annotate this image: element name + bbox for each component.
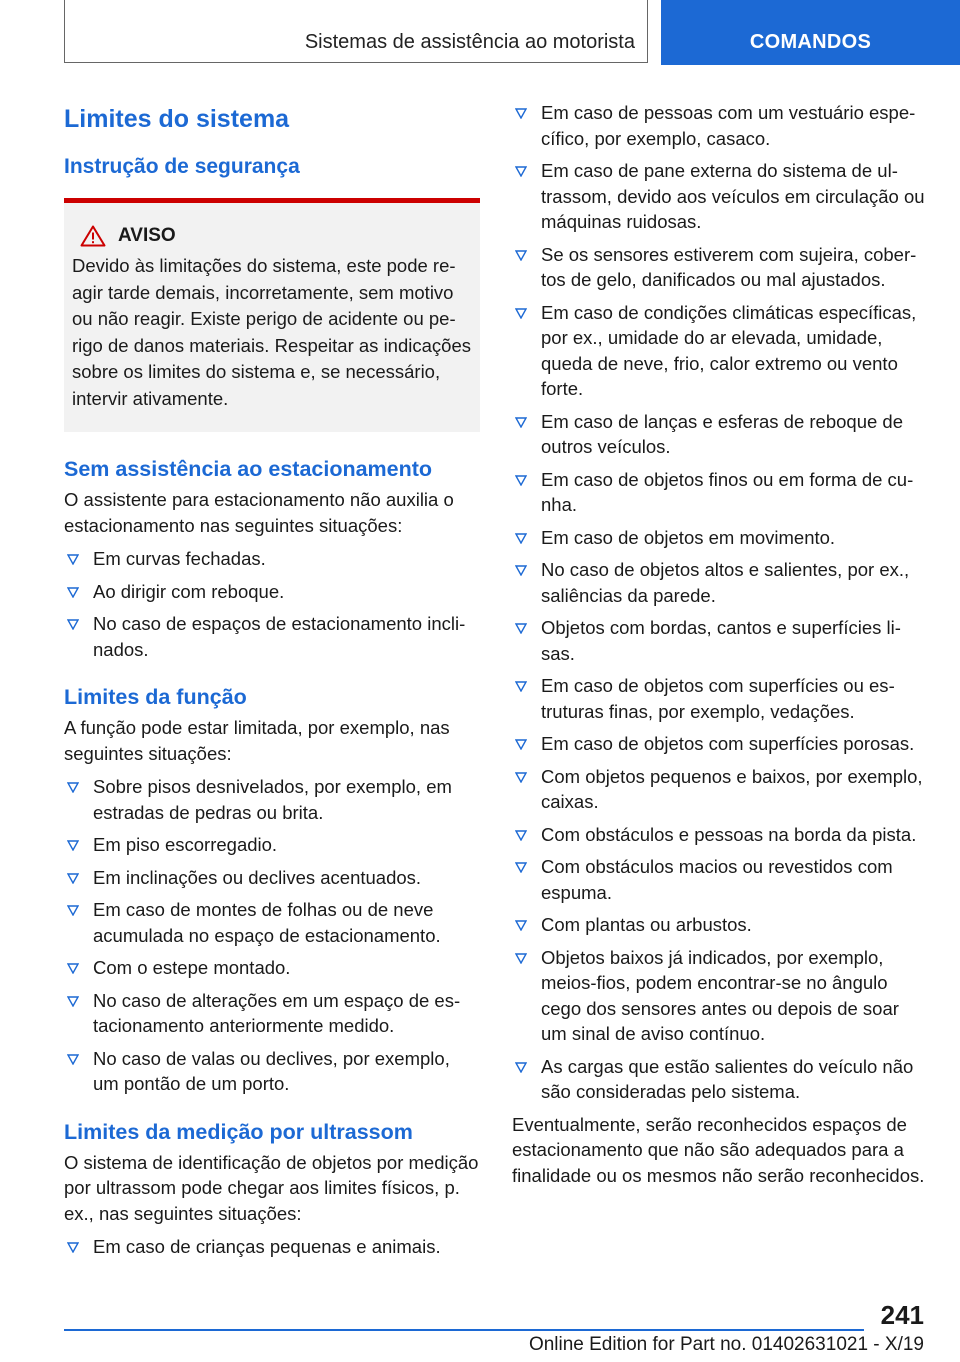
triangle-bullet-icon [67,554,79,565]
triangle-bullet-icon [67,587,79,598]
warning-title: AVISO [118,225,176,246]
triangle-bullet-icon [515,1062,527,1073]
triangle-bullet-icon [515,308,527,319]
list-item: Sobre pisos desnivelados, por exemplo, em estradas de pedras ou brita. [64,774,480,825]
list-item: Com plantas ou arbustos. [512,912,926,938]
triangle-bullet-icon [515,920,527,931]
bullet-list [512,100,926,1105]
list-item: No caso de objetos altos e salientes, por ex., saliências da parede. [512,557,926,608]
closing-paragraph: Eventualmente, serão reconhecidos espaços de estacionamento que não são adequados para a finalidade ou os mesmos não serão reconhecidos. [512,1113,925,1186]
triangle-bullet-icon [515,739,527,750]
triangle-bullet-icon [67,619,79,630]
list-item: Em caso de crianças pequenas e animais. [64,1234,480,1260]
list-item: Com obstáculos e pessoas na borda da pista. [512,822,926,848]
page-title: Limites do sistema [64,105,290,133]
triangle-bullet-icon [515,830,527,841]
triangle-bullet-icon [515,565,527,576]
bullet-list [64,1234,480,1260]
list-item: Em caso de montes de folhas ou de neve acumulada no espaço de estacionamento. [64,897,480,948]
header-tab-comandos[interactable] [661,0,960,65]
list-item: Em caso de pane externa do sistema de ultrassom, devido aos veículos em circulação ou máquinas ruidosas. [512,158,926,235]
list-item: Em caso de lanças e esferas de reboque de outros veículos. [512,409,926,460]
triangle-bullet-icon [515,108,527,119]
triangle-bullet-icon [515,475,527,486]
list-item: Ao dirigir com reboque. [64,579,480,605]
triangle-bullet-icon [515,417,527,428]
triangle-bullet-icon [67,873,79,884]
list-item: No caso de alterações em um espaço de estacionamento anteriormente medido. [64,988,480,1039]
warning-header [72,225,472,247]
list-item: Em piso escorregadio. [64,832,480,858]
list-item: Com obstáculos macios ou revestidos com espuma. [512,854,926,905]
section-intro: O assistente para estacionamento não auxilia o estacionamento nas seguintes situações: [64,489,454,536]
triangle-bullet-icon [515,772,527,783]
page-number: 241 [880,1300,924,1330]
triangle-bullet-icon [515,681,527,692]
edition-footer: Online Edition for Part no. 01402631021 - X/19 [528,1334,924,1355]
warning-box [64,198,480,432]
triangle-bullet-icon [515,250,527,261]
warning-triangle-icon [80,225,106,247]
list-item: Com o estepe montado. [64,955,480,981]
left-column [64,100,480,1267]
header-section-title [64,0,648,63]
list-item: Em curvas fechadas. [64,546,480,572]
list-item: Em caso de objetos em movimento. [512,525,926,551]
tab-label: COMANDOS [749,31,872,53]
list-item: No caso de valas ou declives, por exemplo, um pontão de um porto. [64,1046,480,1097]
footer-divider [64,1329,864,1331]
list-item: Em inclinações ou declives acentuados. [64,865,480,891]
warning-text: Devido às limitações do sistema, este pode reagir tarde demais, incorretamente, sem motivo ou não reagir. Existe perigo de acidente ou perigo de danos materiais. Respeitar as indicações sobre os limites do sistema e, se necessário, intervir ativamente. [72,255,471,409]
triangle-bullet-icon [515,166,527,177]
section-intro: O sistema de identificação de objetos por medição por ultrassom pode chegar aos limites físicos, p. ex., nas seguintes situações: [64,1151,479,1224]
triangle-bullet-icon [67,996,79,1007]
section-heading: Limites da medição por ultrassom [64,1119,413,1144]
triangle-bullet-icon [515,533,527,544]
section-intro: A função pode estar limitada, por exemplo, nas seguintes situações: [64,717,450,764]
triangle-bullet-icon [515,623,527,634]
section-title: Sistemas de assistência ao motorista [304,31,635,53]
list-item: No caso de espaços de estacionamento inclinados. [64,611,480,662]
triangle-bullet-icon [67,1242,79,1253]
list-item: Em caso de objetos finos ou em forma de cunha. [512,467,926,518]
list-item: Objetos baixos já indicados, por exemplo, meios-fios, podem encontrar-se no ângulo cego dos sensores antes ou depois de soar um sinal de aviso contínuo. [512,945,926,1047]
list-item: Objetos com bordas, cantos e superfícies lisas. [512,615,926,666]
triangle-bullet-icon [67,963,79,974]
triangle-bullet-icon [67,840,79,851]
safety-heading: Instrução de segurança [64,155,300,178]
list-item: As cargas que estão salientes do veículo não são consideradas pelo sistema. [512,1054,926,1105]
section-heading: Limites da função [64,685,247,709]
list-item: Com objetos pequenos e baixos, por exemplo, caixas. [512,764,926,815]
list-item: Em caso de condições climáticas específicas, por ex., umidade do ar elevada, umidade, queda de neve, frio, calor extremo ou vento forte. [512,300,926,402]
list-item: Em caso de pessoas com um vestuário específico, por exemplo, casaco. [512,100,926,151]
triangle-bullet-icon [67,782,79,793]
triangle-bullet-icon [515,862,527,873]
bullet-list [64,774,480,1097]
bullet-list [64,546,480,662]
list-item: Em caso de objetos com superfícies porosas. [512,731,926,757]
right-column [512,100,926,1196]
triangle-bullet-icon [67,1054,79,1065]
list-item: Se os sensores estiverem com sujeira, cobertos de gelo, danificados ou mal ajustados. [512,242,926,293]
section-heading: Sem assistência ao estacionamento [64,457,433,481]
triangle-bullet-icon [67,905,79,916]
triangle-bullet-icon [515,953,527,964]
list-item: Em caso de objetos com superfícies ou estruturas finas, por exemplo, vedações. [512,673,926,724]
